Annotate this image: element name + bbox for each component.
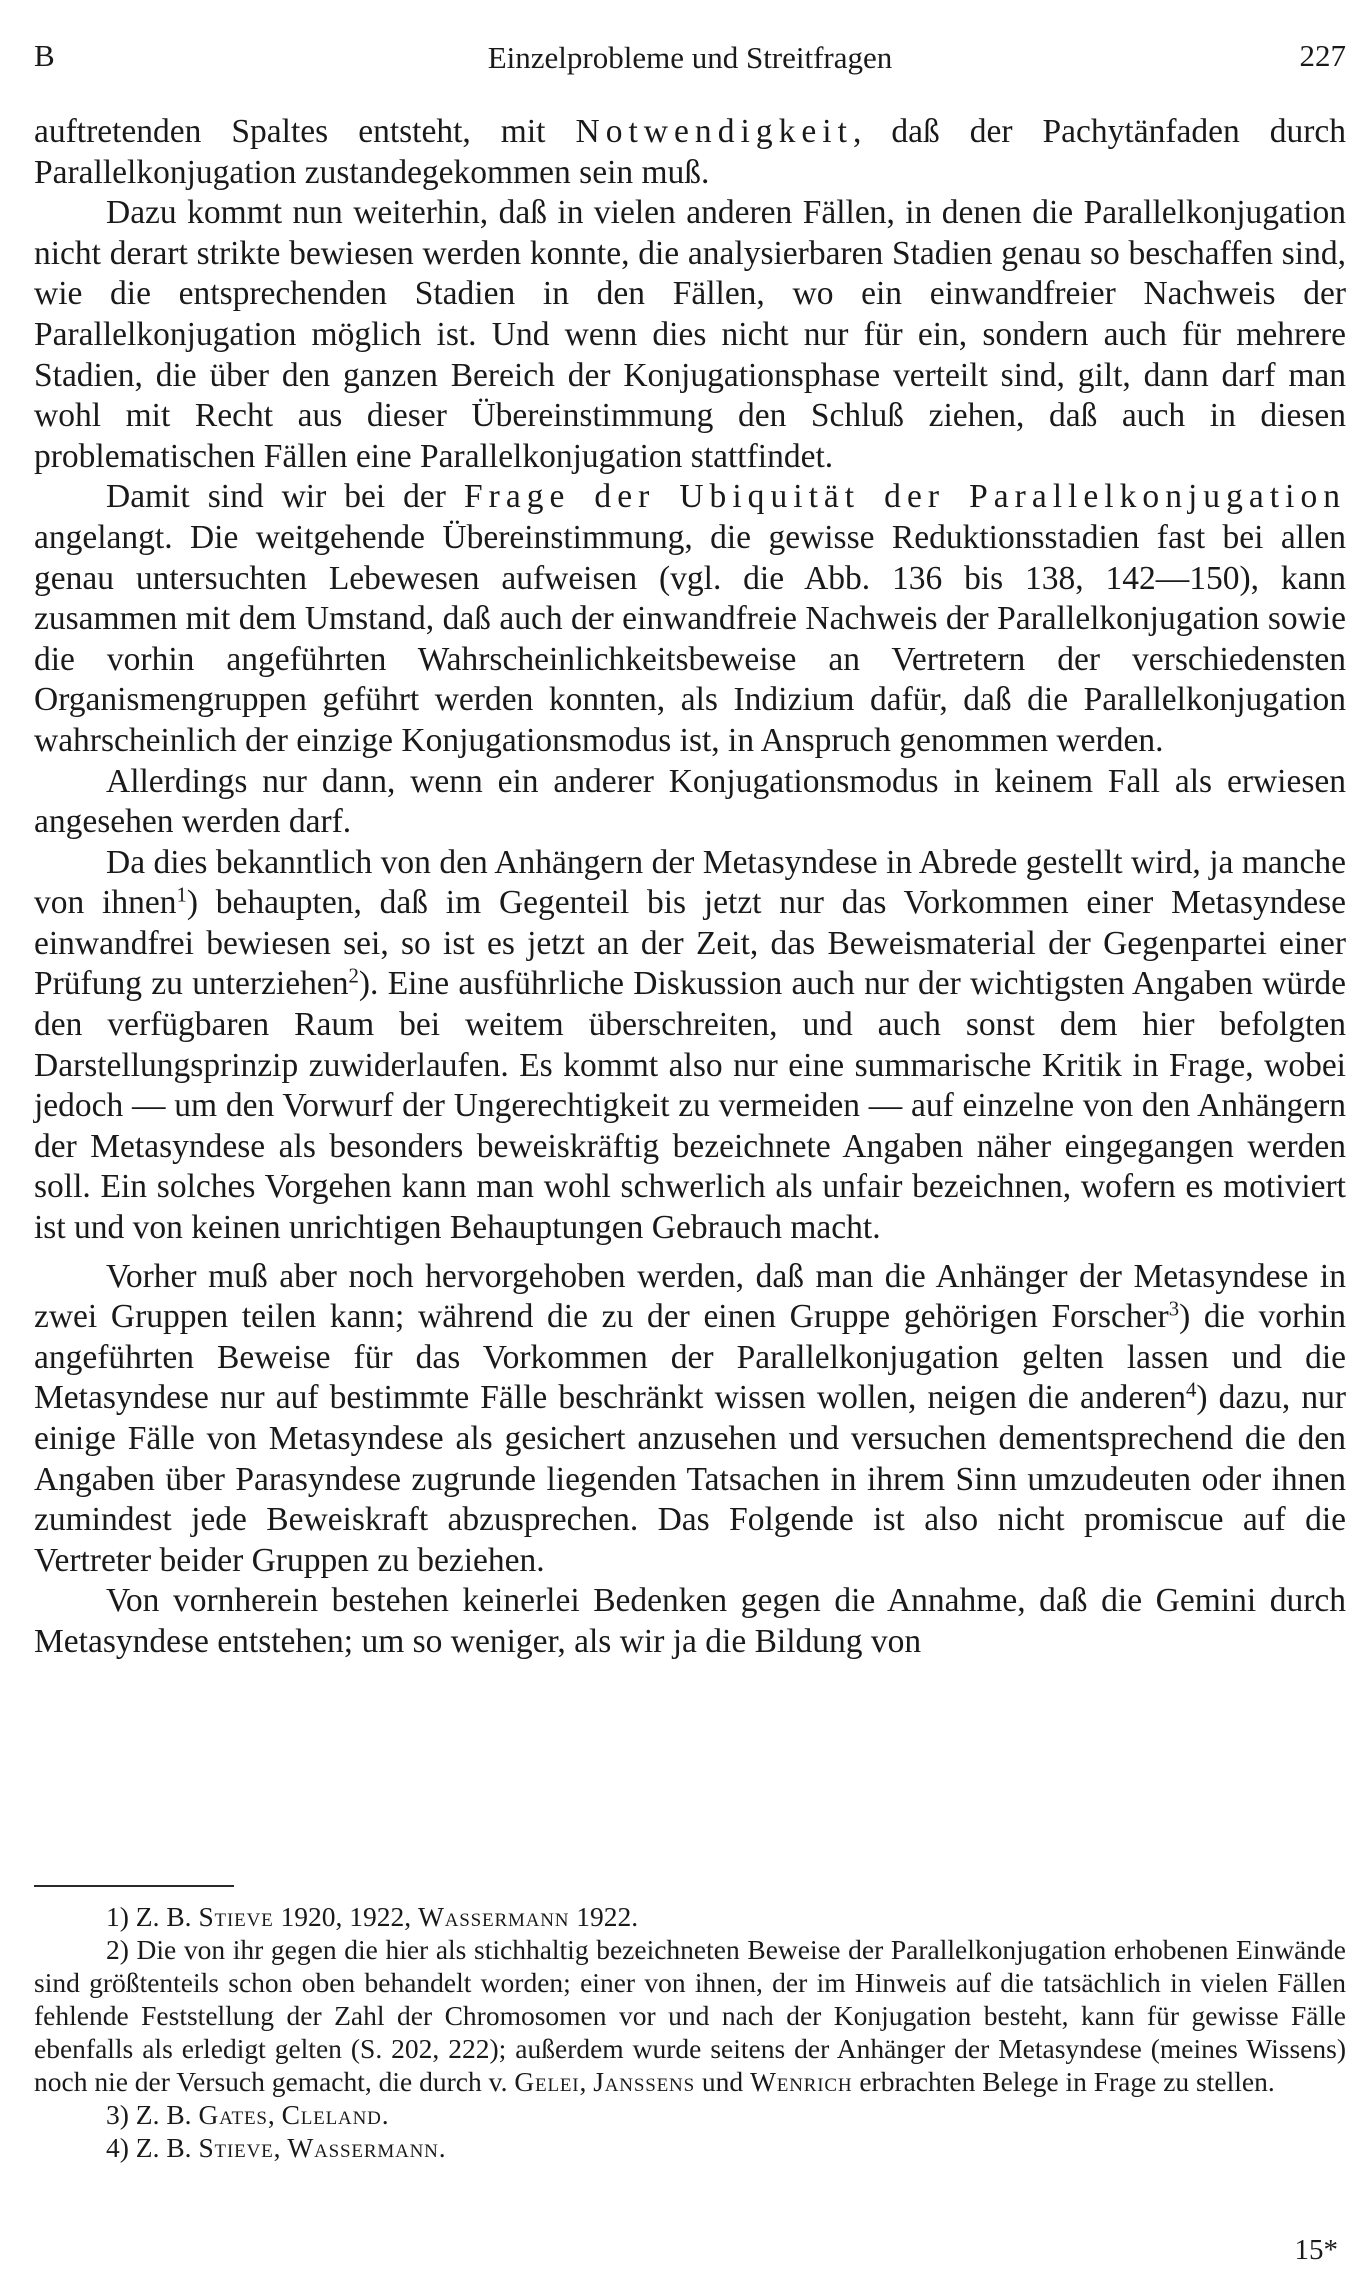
book-page (34, 0, 1346, 2276)
footnotes (34, 1900, 1346, 2164)
emphasis-spaced: Notwendigkeit (575, 113, 853, 150)
paragraph-5: Da dies bekanntlich von den Anhängern der Metasyndese in Abrede gestellt wird, ja manche von ihnen$^1$) behaupten, daß im Gegenteil bis jetzt nur das Vorkommen einer Metasyndese einwandfrei bewiesen sei, so ist es jetzt an der Zeit, das Beweismaterial der Gegenpartei einer Prüfung zu unterziehen$^2$). Eine ausführliche Diskussion auch nur der wichtigsten Angaben würde den verfügbaren Raum bei weitem überschreiten, und auch sonst dem hier befolgten Darstellungsprinzip zuwiderlaufen. Es kommt also nur eine summarische Kritik in Frage, wobei jedoch — um den Vorwurf der Ungerechtigkeit zu vermeiden — auf einzelne von den Anhängern der Metasyndese als besonders beweiskräftig bezeichnete Angaben näher eingegangen werden soll. Ein solches Vorgehen kann man wohl schwerlich als unfair bezeichnen, wofern es motiviert ist und von keinen unrichtigen Behauptungen Gebrauch macht. (34, 843, 1347, 1247)
paragraph-2: Dazu kommt nun weiterhin, daß in vielen anderen Fällen, in denen die Parallelkonjugation nicht derart strikte bewiesen werden konnte, die analysierbaren Stadien genau so beschaffen sind, wie die entsprechenden Stadien in den Fällen, wo ein einwandfreier Nachweis der Parallelkonjugation möglich ist. Und wenn dies nicht nur für ein, sondern auch für mehrere Stadien, die über den ganzen Bereich der Konjugationsphase verteilt sind, gilt, dann darf man wohl mit Recht aus dieser Übereinstimmung den Schluß ziehen, daß auch in diesen problematischen Fällen eine Parallelkonjugation stattfindet. (34, 194, 1346, 475)
header-title: Einzelprobleme und Streitfragen (487, 40, 893, 75)
footnote-3: 3) Z. B. Gates, Cleland. (106, 2099, 389, 2130)
paragraph-3: Damit sind wir bei der Frage der Ubiquität der Parallelkonjugation angelangt. Die weitgehende Übereinstimmung, die gewisse Reduktionsstadien fast bei allen genau untersuchten Lebewesen aufweisen (vgl. die Abb. 136 bis 138, 142—150), kann zusammen mit dem Umstand, daß auch der einwandfreie Nachweis der Parallelkonjugation sowie die vorhin angeführten Wahrscheinlichkeitsbeweise an Vertretern der verschiedensten Organismengruppen geführt werden konnten, als Indizium dafür, daß die Parallelkonjugation wahrscheinlich der einzige Konjugationsmodus ist, in Anspruch genommen werden. (34, 478, 1347, 759)
running-header (34, 38, 1346, 86)
paragraph-7: Von vornherein bestehen keinerlei Bedenken gegen die Annahme, daß die Gemini durch Metasyndese entstehen; um so weniger, als wir ja die Bildung von (34, 1582, 1346, 1660)
footnote-ref: 2 (348, 965, 359, 989)
header-signature: B (34, 38, 55, 73)
footnote-1: 1) Z. B. Stieve 1920, 1922, Wassermann 1922. (106, 1901, 639, 1932)
emphasis-spaced: Frage der Ubiquität der Parallelkonjugation (463, 478, 1347, 516)
paragraph-6: Vorher muß aber noch hervorgehoben werden, daß man die Anhänger der Metasyndese in zwei Gruppen teilen kann; während die zu der einen Gruppe gehörigen Forscher$^3$) die vorhin angeführten Beweise für das Vorkommen der Parallelkonjugation gelten lassen und die Metasyndese nur auf bestimmte Fälle beschränkt wissen wollen, neigen die anderen$^4$) dazu, nur einige Fälle von Metasyndese als gesichert anzusehen und versuchen dementsprechend die den Angaben über Parasyndese zugrunde liegenden Tatsachen in ihrem Sinn umzudeuten oder ihnen zumindest jede Beweiskraft abzusprechen. Das Folgende ist also nicht promiscue auf die Vertreter beider Gruppen zu beziehen. (34, 1257, 1346, 1579)
footnote-ref: 4 (1185, 1378, 1197, 1402)
footnote-ref: 3 (1168, 1297, 1180, 1321)
footnote-divider (34, 1885, 234, 1887)
footnote-ref: 1 (176, 883, 187, 907)
page-number: 227 (1299, 38, 1346, 73)
paragraph-4: Allerdings nur dann, wenn ein anderer Konjugationsmodus in keinem Fall als erwiesen angesehen werden darf. (34, 762, 1346, 841)
main-text (34, 112, 1346, 1663)
sheet-signature: 15* (1294, 2234, 1338, 2266)
footnote-2: 2) Die von ihr gegen die hier als stichhaltig bezeichneten Beweise der Parallelkonjugation erhobenen Einwände sind größtenteils schon oben behandelt worden; einer von ihnen, der im Hinweis auf die tatsächlich in vielen Fällen fehlende Feststellung der Zahl der Chromosomen vor und nach der Konjugation besteht, kann für gewisse Fälle ebenfalls als erledigt gelten (S. 202, 222); außerdem wurde seitens der Anhänger der Metasyndese (meines Wissens) noch nie der Versuch gemacht, die durch v. Gelei, Janssens und Wenrich erbrachten Belege in Frage zu stellen. (34, 1934, 1346, 2097)
paragraph-1: auftretenden Spaltes entsteht, mit Notwendigkeit, daß der Pachytänfaden durch Parallelkonjugation zustandegekommen sein muß. (34, 113, 1346, 191)
footnote-4: 4) Z. B. Stieve, Wassermann. (106, 2132, 446, 2163)
